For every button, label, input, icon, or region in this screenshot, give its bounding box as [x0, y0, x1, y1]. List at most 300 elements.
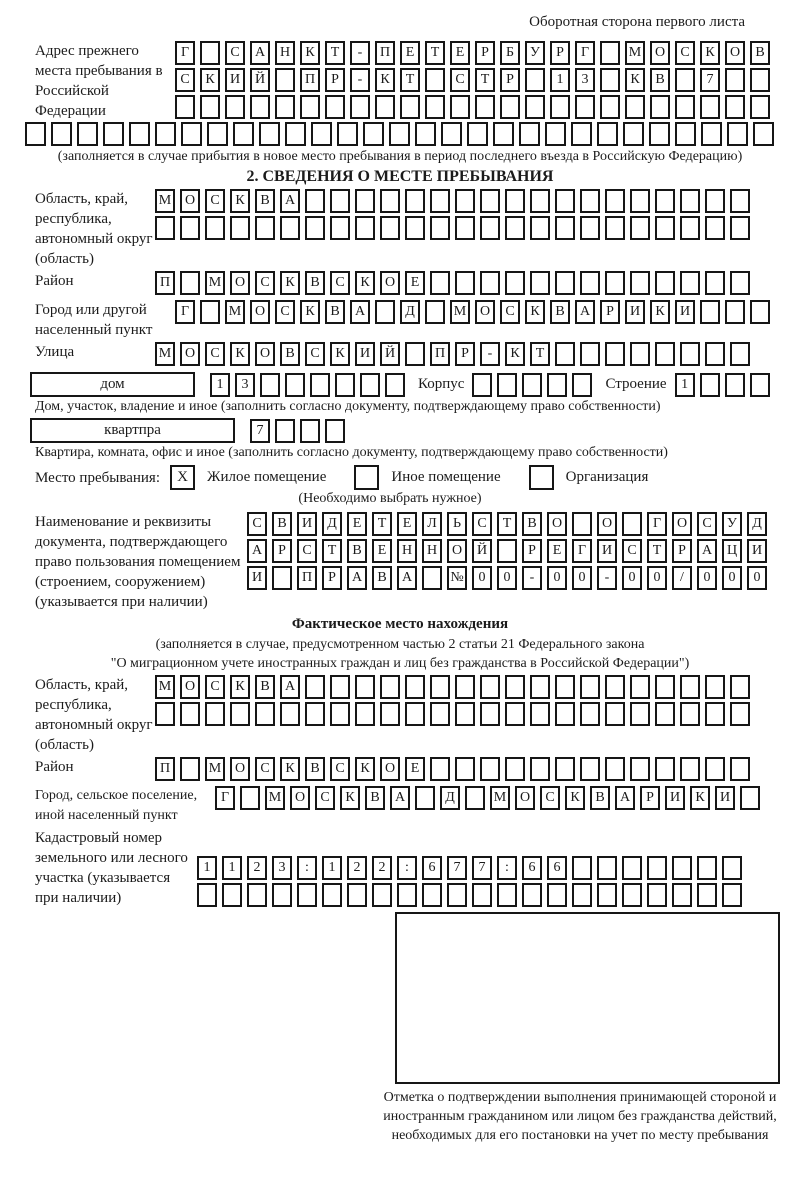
char-box[interactable]: У	[722, 512, 742, 536]
char-box[interactable]	[180, 216, 200, 240]
char-box[interactable]	[675, 122, 696, 146]
char-box[interactable]	[680, 342, 700, 366]
char-box[interactable]	[725, 300, 745, 324]
char-box[interactable]	[455, 757, 475, 781]
char-box[interactable]	[330, 216, 350, 240]
char-box[interactable]	[649, 122, 670, 146]
char-box[interactable]	[555, 189, 575, 213]
char-box[interactable]: Г	[175, 41, 195, 65]
char-box[interactable]: 1	[675, 373, 695, 397]
char-box[interactable]: С	[205, 342, 225, 366]
char-box[interactable]	[580, 189, 600, 213]
char-box[interactable]	[605, 675, 625, 699]
char-box[interactable]	[272, 566, 292, 590]
char-box[interactable]: 0	[647, 566, 667, 590]
char-box[interactable]	[675, 68, 695, 92]
char-box[interactable]	[430, 216, 450, 240]
char-box[interactable]	[259, 122, 280, 146]
char-box[interactable]	[575, 95, 595, 119]
char-box[interactable]: Т	[372, 512, 392, 536]
char-box[interactable]	[722, 883, 742, 907]
char-box[interactable]	[255, 216, 275, 240]
char-box[interactable]: Й	[380, 342, 400, 366]
char-box[interactable]	[297, 883, 317, 907]
char-box[interactable]: О	[380, 271, 400, 295]
char-box[interactable]: И	[597, 539, 617, 563]
char-box[interactable]: Т	[325, 41, 345, 65]
char-box[interactable]	[305, 216, 325, 240]
char-box[interactable]	[415, 122, 436, 146]
char-box[interactable]: К	[355, 271, 375, 295]
char-box[interactable]	[200, 95, 220, 119]
char-box[interactable]: Д	[322, 512, 342, 536]
char-box[interactable]	[725, 95, 745, 119]
char-box[interactable]	[375, 95, 395, 119]
char-box[interactable]	[753, 122, 774, 146]
char-box[interactable]	[505, 675, 525, 699]
char-box[interactable]	[519, 122, 540, 146]
char-box[interactable]	[347, 883, 367, 907]
char-box[interactable]: 3	[575, 68, 595, 92]
char-box[interactable]: С	[315, 786, 335, 810]
char-box[interactable]	[530, 757, 550, 781]
char-box[interactable]	[380, 702, 400, 726]
char-box[interactable]	[647, 856, 667, 880]
char-box[interactable]	[380, 216, 400, 240]
char-box[interactable]	[680, 271, 700, 295]
char-box[interactable]: О	[230, 757, 250, 781]
char-box[interactable]	[655, 757, 675, 781]
char-box[interactable]: М	[155, 675, 175, 699]
char-box[interactable]: О	[547, 512, 567, 536]
char-box[interactable]: С	[175, 68, 195, 92]
char-box[interactable]	[622, 512, 642, 536]
char-box[interactable]	[255, 702, 275, 726]
char-box[interactable]	[555, 757, 575, 781]
char-box[interactable]: 6	[522, 856, 542, 880]
char-box[interactable]	[622, 856, 642, 880]
char-box[interactable]: Н	[422, 539, 442, 563]
char-box[interactable]	[701, 122, 722, 146]
char-box[interactable]	[497, 883, 517, 907]
char-box[interactable]	[555, 216, 575, 240]
char-box[interactable]: О	[725, 41, 745, 65]
char-box[interactable]: Й	[250, 68, 270, 92]
char-box[interactable]	[697, 883, 717, 907]
char-box[interactable]	[363, 122, 384, 146]
char-box[interactable]	[522, 373, 542, 397]
char-box[interactable]: Т	[647, 539, 667, 563]
char-box[interactable]	[655, 675, 675, 699]
char-box[interactable]	[625, 95, 645, 119]
char-box[interactable]: О	[290, 786, 310, 810]
char-box[interactable]	[680, 216, 700, 240]
char-box[interactable]	[51, 122, 72, 146]
char-box[interactable]: К	[200, 68, 220, 92]
char-box[interactable]	[430, 675, 450, 699]
char-box[interactable]	[250, 95, 270, 119]
char-box[interactable]: М	[155, 342, 175, 366]
char-box[interactable]: А	[280, 189, 300, 213]
char-box[interactable]	[480, 702, 500, 726]
char-box[interactable]	[129, 122, 150, 146]
char-box[interactable]: 6	[422, 856, 442, 880]
char-box[interactable]: К	[565, 786, 585, 810]
char-box[interactable]: Д	[747, 512, 767, 536]
char-box[interactable]: П	[155, 757, 175, 781]
char-box[interactable]: П	[300, 68, 320, 92]
char-box[interactable]: О	[650, 41, 670, 65]
char-box[interactable]	[285, 122, 306, 146]
char-box[interactable]	[750, 373, 770, 397]
char-box[interactable]	[697, 856, 717, 880]
char-box[interactable]	[572, 373, 592, 397]
char-box[interactable]	[230, 216, 250, 240]
char-box[interactable]: Г	[215, 786, 235, 810]
char-box[interactable]: 6	[547, 856, 567, 880]
char-box[interactable]	[480, 271, 500, 295]
char-box[interactable]: Р	[500, 68, 520, 92]
char-box[interactable]	[730, 342, 750, 366]
char-box[interactable]	[505, 216, 525, 240]
char-box[interactable]	[280, 702, 300, 726]
other-premises-checkbox[interactable]	[354, 465, 379, 490]
char-box[interactable]: 2	[247, 856, 267, 880]
char-box[interactable]	[207, 122, 228, 146]
char-box[interactable]: К	[280, 757, 300, 781]
char-box[interactable]	[225, 95, 245, 119]
char-box[interactable]: О	[230, 271, 250, 295]
char-box[interactable]: О	[672, 512, 692, 536]
char-box[interactable]	[355, 675, 375, 699]
char-box[interactable]	[472, 373, 492, 397]
char-box[interactable]	[680, 757, 700, 781]
char-box[interactable]: С	[247, 512, 267, 536]
char-box[interactable]	[600, 41, 620, 65]
char-box[interactable]	[555, 702, 575, 726]
char-box[interactable]: Н	[397, 539, 417, 563]
char-box[interactable]	[725, 373, 745, 397]
char-box[interactable]: 0	[547, 566, 567, 590]
char-box[interactable]	[680, 189, 700, 213]
char-box[interactable]	[505, 757, 525, 781]
char-box[interactable]	[623, 122, 644, 146]
char-box[interactable]: К	[700, 41, 720, 65]
char-box[interactable]	[200, 300, 220, 324]
char-box[interactable]	[672, 883, 692, 907]
char-box[interactable]	[480, 675, 500, 699]
char-box[interactable]	[430, 271, 450, 295]
char-box[interactable]: О	[255, 342, 275, 366]
char-box[interactable]	[630, 216, 650, 240]
char-box[interactable]	[155, 122, 176, 146]
char-box[interactable]: А	[697, 539, 717, 563]
char-box[interactable]	[572, 512, 592, 536]
char-box[interactable]	[310, 373, 330, 397]
char-box[interactable]: С	[225, 41, 245, 65]
char-box[interactable]	[425, 68, 445, 92]
char-box[interactable]: 2	[372, 856, 392, 880]
char-box[interactable]: С	[205, 675, 225, 699]
char-box[interactable]	[605, 271, 625, 295]
char-box[interactable]	[181, 122, 202, 146]
char-box[interactable]	[260, 373, 280, 397]
char-box[interactable]	[441, 122, 462, 146]
char-box[interactable]	[77, 122, 98, 146]
char-box[interactable]	[275, 68, 295, 92]
char-box[interactable]	[705, 757, 725, 781]
char-box[interactable]: Л	[422, 512, 442, 536]
char-box[interactable]	[455, 189, 475, 213]
char-box[interactable]: 7	[250, 419, 270, 443]
char-box[interactable]	[547, 373, 567, 397]
char-box[interactable]	[530, 675, 550, 699]
char-box[interactable]: С	[305, 342, 325, 366]
char-box[interactable]: Б	[500, 41, 520, 65]
char-box[interactable]	[103, 122, 124, 146]
char-box[interactable]: И	[297, 512, 317, 536]
char-box[interactable]	[175, 95, 195, 119]
char-box[interactable]	[505, 702, 525, 726]
char-box[interactable]: С	[297, 539, 317, 563]
char-box[interactable]	[497, 539, 517, 563]
char-box[interactable]	[180, 757, 200, 781]
char-box[interactable]	[380, 189, 400, 213]
char-box[interactable]	[275, 419, 295, 443]
char-box[interactable]	[730, 216, 750, 240]
char-box[interactable]: 1	[222, 856, 242, 880]
char-box[interactable]	[385, 373, 405, 397]
char-box[interactable]	[605, 702, 625, 726]
char-box[interactable]	[630, 342, 650, 366]
char-box[interactable]	[240, 786, 260, 810]
char-box[interactable]	[405, 702, 425, 726]
char-box[interactable]	[580, 342, 600, 366]
organization-checkbox[interactable]	[529, 465, 554, 490]
char-box[interactable]: С	[540, 786, 560, 810]
char-box[interactable]	[389, 122, 410, 146]
char-box[interactable]: 1	[550, 68, 570, 92]
char-box[interactable]	[455, 271, 475, 295]
char-box[interactable]: М	[490, 786, 510, 810]
char-box[interactable]	[325, 419, 345, 443]
char-box[interactable]	[725, 68, 745, 92]
char-box[interactable]: С	[330, 757, 350, 781]
char-box[interactable]	[350, 95, 370, 119]
char-box[interactable]: С	[255, 271, 275, 295]
char-box[interactable]: 0	[472, 566, 492, 590]
char-box[interactable]	[580, 757, 600, 781]
char-box[interactable]: Ь	[447, 512, 467, 536]
char-box[interactable]: -	[480, 342, 500, 366]
char-box[interactable]: М	[225, 300, 245, 324]
char-box[interactable]	[655, 216, 675, 240]
char-box[interactable]: У	[525, 41, 545, 65]
char-box[interactable]	[597, 856, 617, 880]
char-box[interactable]	[505, 271, 525, 295]
char-box[interactable]: О	[250, 300, 270, 324]
char-box[interactable]	[705, 189, 725, 213]
char-box[interactable]	[372, 883, 392, 907]
char-box[interactable]: А	[250, 41, 270, 65]
char-box[interactable]: 1	[210, 373, 230, 397]
char-box[interactable]: К	[280, 271, 300, 295]
char-box[interactable]	[630, 271, 650, 295]
char-box[interactable]	[25, 122, 46, 146]
char-box[interactable]: В	[305, 757, 325, 781]
char-box[interactable]: 0	[622, 566, 642, 590]
char-box[interactable]: К	[230, 189, 250, 213]
char-box[interactable]: А	[390, 786, 410, 810]
char-box[interactable]	[597, 883, 617, 907]
char-box[interactable]	[397, 883, 417, 907]
char-box[interactable]	[655, 702, 675, 726]
char-box[interactable]: В	[550, 300, 570, 324]
char-box[interactable]	[197, 883, 217, 907]
char-box[interactable]: В	[280, 342, 300, 366]
char-box[interactable]: -	[350, 41, 370, 65]
char-box[interactable]	[155, 702, 175, 726]
char-box[interactable]: 2	[347, 856, 367, 880]
char-box[interactable]	[305, 675, 325, 699]
char-box[interactable]: 0	[722, 566, 742, 590]
char-box[interactable]	[425, 300, 445, 324]
char-box[interactable]: К	[300, 300, 320, 324]
char-box[interactable]: С	[472, 512, 492, 536]
char-box[interactable]	[547, 883, 567, 907]
char-box[interactable]	[305, 189, 325, 213]
char-box[interactable]: И	[665, 786, 685, 810]
char-box[interactable]	[740, 786, 760, 810]
char-box[interactable]: В	[522, 512, 542, 536]
char-box[interactable]: 7	[700, 68, 720, 92]
char-box[interactable]	[572, 856, 592, 880]
char-box[interactable]: 3	[235, 373, 255, 397]
char-box[interactable]: И	[715, 786, 735, 810]
char-box[interactable]: С	[697, 512, 717, 536]
char-box[interactable]	[555, 342, 575, 366]
char-box[interactable]: 0	[572, 566, 592, 590]
char-box[interactable]	[455, 675, 475, 699]
char-box[interactable]	[530, 702, 550, 726]
char-box[interactable]: К	[625, 68, 645, 92]
char-box[interactable]	[700, 95, 720, 119]
char-box[interactable]: К	[505, 342, 525, 366]
char-box[interactable]: К	[230, 342, 250, 366]
char-box[interactable]: Г	[575, 41, 595, 65]
char-box[interactable]: В	[325, 300, 345, 324]
char-box[interactable]	[730, 757, 750, 781]
char-box[interactable]: А	[350, 300, 370, 324]
char-box[interactable]: К	[650, 300, 670, 324]
char-box[interactable]: С	[450, 68, 470, 92]
char-box[interactable]	[355, 216, 375, 240]
char-box[interactable]	[722, 856, 742, 880]
char-box[interactable]	[600, 95, 620, 119]
char-box[interactable]	[750, 300, 770, 324]
char-box[interactable]: К	[340, 786, 360, 810]
char-box[interactable]	[700, 300, 720, 324]
char-box[interactable]: В	[372, 566, 392, 590]
char-box[interactable]: Р	[600, 300, 620, 324]
char-box[interactable]	[205, 702, 225, 726]
char-box[interactable]	[680, 702, 700, 726]
char-box[interactable]: П	[430, 342, 450, 366]
char-box[interactable]	[571, 122, 592, 146]
char-box[interactable]: Г	[572, 539, 592, 563]
char-box[interactable]	[355, 189, 375, 213]
char-box[interactable]: О	[180, 189, 200, 213]
char-box[interactable]	[672, 856, 692, 880]
char-box[interactable]: Т	[400, 68, 420, 92]
char-box[interactable]	[280, 216, 300, 240]
char-box[interactable]: 7	[447, 856, 467, 880]
char-box[interactable]	[180, 702, 200, 726]
char-box[interactable]	[580, 216, 600, 240]
char-box[interactable]	[605, 757, 625, 781]
char-box[interactable]	[405, 675, 425, 699]
char-box[interactable]: А	[397, 566, 417, 590]
char-box[interactable]	[380, 675, 400, 699]
char-box[interactable]	[335, 373, 355, 397]
char-box[interactable]	[311, 122, 332, 146]
char-box[interactable]: Е	[547, 539, 567, 563]
char-box[interactable]	[480, 757, 500, 781]
char-box[interactable]: О	[180, 675, 200, 699]
char-box[interactable]: О	[597, 512, 617, 536]
char-box[interactable]	[525, 68, 545, 92]
char-box[interactable]	[447, 883, 467, 907]
char-box[interactable]: Р	[672, 539, 692, 563]
char-box[interactable]	[500, 95, 520, 119]
char-box[interactable]: А	[575, 300, 595, 324]
char-box[interactable]	[630, 702, 650, 726]
char-box[interactable]: И	[355, 342, 375, 366]
char-box[interactable]	[400, 95, 420, 119]
char-box[interactable]	[605, 216, 625, 240]
char-box[interactable]: К	[330, 342, 350, 366]
char-box[interactable]: М	[205, 271, 225, 295]
char-box[interactable]: Е	[405, 271, 425, 295]
char-box[interactable]: Т	[497, 512, 517, 536]
char-box[interactable]: Е	[405, 757, 425, 781]
char-box[interactable]: 3	[272, 856, 292, 880]
char-box[interactable]	[530, 271, 550, 295]
char-box[interactable]: И	[747, 539, 767, 563]
char-box[interactable]: Р	[322, 566, 342, 590]
char-box[interactable]	[680, 675, 700, 699]
char-box[interactable]: 1	[197, 856, 217, 880]
char-box[interactable]: П	[375, 41, 395, 65]
char-box[interactable]: Т	[425, 41, 445, 65]
char-box[interactable]	[405, 342, 425, 366]
char-box[interactable]	[545, 122, 566, 146]
char-box[interactable]: О	[515, 786, 535, 810]
char-box[interactable]	[233, 122, 254, 146]
char-box[interactable]: К	[300, 41, 320, 65]
char-box[interactable]	[650, 95, 670, 119]
char-box[interactable]	[430, 702, 450, 726]
char-box[interactable]: -	[522, 566, 542, 590]
char-box[interactable]: Т	[322, 539, 342, 563]
char-box[interactable]: К	[230, 675, 250, 699]
char-box[interactable]	[600, 68, 620, 92]
char-box[interactable]	[505, 189, 525, 213]
char-box[interactable]	[200, 41, 220, 65]
char-box[interactable]: Н	[275, 41, 295, 65]
char-box[interactable]	[727, 122, 748, 146]
char-box[interactable]: М	[205, 757, 225, 781]
